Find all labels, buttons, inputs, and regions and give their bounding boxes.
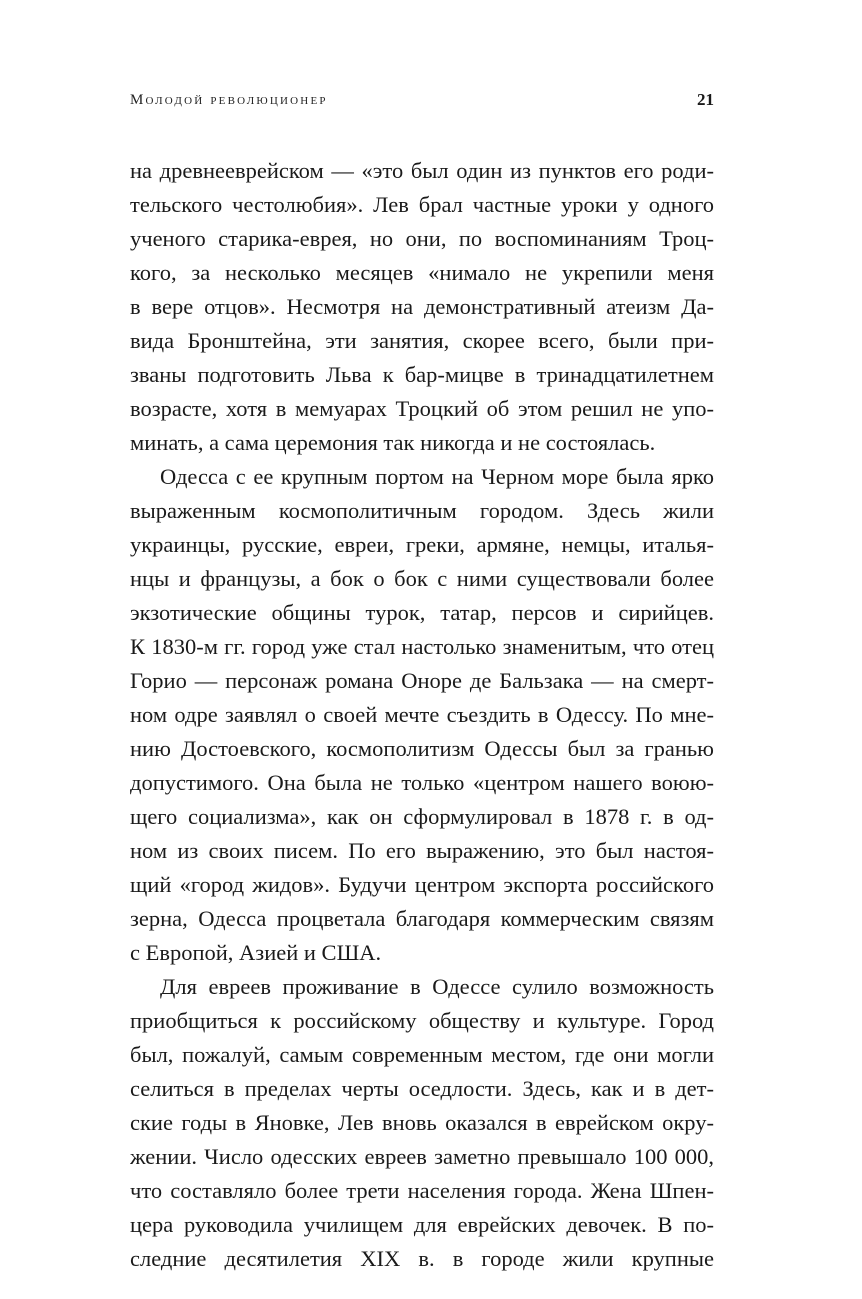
text-line: нию Достоевского, космополитизм Одессы был за гранью [130, 736, 714, 761]
text-line: возрасте, хотя в мемуарах Троцкий об этом решил не упо- [130, 396, 714, 421]
running-head [130, 92, 714, 116]
text-line: следние десятилетия XIX в. в городе жили крупные [130, 1246, 714, 1271]
text-line: щий «город жидов». Будучи центром экспорта российского [130, 872, 714, 897]
text-line: зерна, Одесса процветала благодаря коммерческим связям [130, 906, 714, 931]
text-line: ские годы в Яновке, Лев вновь оказался в еврейском окру- [130, 1110, 714, 1135]
text-line: с Европой, Азией и США. [130, 940, 382, 965]
text-line: ном из своих писем. По его выражению, это был настоя- [130, 838, 714, 863]
paragraph-3 [130, 970, 714, 1276]
text-line: К 1830-м гг. город уже стал настолько знаменитым, что отец [130, 634, 714, 659]
running-title: Молодой революционер [130, 92, 328, 108]
text-line: вида Бронштейна, эти занятия, скорее всего, были при- [130, 328, 714, 353]
text-line: допустимого. Она была не только «центром нашего воюю- [130, 770, 714, 795]
text-line: ученого старика-еврея, но они, по воспоминаниям Троц- [130, 226, 714, 251]
text-line: Горио — персонаж романа Оноре де Бальзака — на смерт- [130, 668, 714, 693]
text-line: в вере отцов». Несмотря на демонстративный атеизм Да- [130, 294, 714, 319]
text-line: селиться в пределах черты оседлости. Здесь, как и в дет- [130, 1076, 714, 1101]
text-line: тельского честолюбия». Лев брал частные уроки у одного [130, 192, 714, 217]
text-line: Одесса с ее крупным портом на Черном море была ярко [160, 464, 714, 489]
text-line: нцы и французы, а бок о бок с ними существовали более [130, 566, 714, 591]
text-line: ном одре заявлял о своей мечте съездить в Одессу. По мне- [130, 702, 714, 727]
text-line: выраженным космополитичным городом. Здесь жили [130, 498, 714, 523]
paragraph-1 [130, 154, 714, 460]
page-number: 21 [697, 90, 714, 109]
text-line: что составляло более трети населения города. Жена Шпен- [130, 1178, 714, 1203]
text-line: украинцы, русские, евреи, греки, армяне, немцы, италья- [130, 532, 714, 557]
text-line: жении. Число одесских евреев заметно превышало 100 000, [130, 1144, 714, 1169]
paragraph-2 [130, 460, 714, 970]
body-text [130, 154, 714, 1276]
text-line: приобщиться к российскому обществу и культуре. Город [130, 1008, 714, 1033]
text-line: Для евреев проживание в Одессе сулило возможность [160, 974, 714, 999]
text-line: кого, за несколько месяцев «нимало не укрепили меня [130, 260, 714, 285]
text-line: цера руководила училищем для еврейских девочек. В по- [130, 1212, 714, 1237]
text-line: щего социализма», как он сформулировал в 1878 г. в од- [130, 804, 714, 829]
text-line: минать, а сама церемония так никогда и не состоялась. [130, 430, 656, 455]
text-line: званы подготовить Льва к бар-мицве в тринадцатилетнем [130, 362, 714, 387]
text-line: на древнееврейском — «это был один из пунктов его роди- [130, 158, 714, 183]
text-line: был, пожалуй, самым современным местом, где они могли [130, 1042, 714, 1067]
text-line: экзотические общины турок, татар, персов и сирийцев. [130, 600, 714, 625]
